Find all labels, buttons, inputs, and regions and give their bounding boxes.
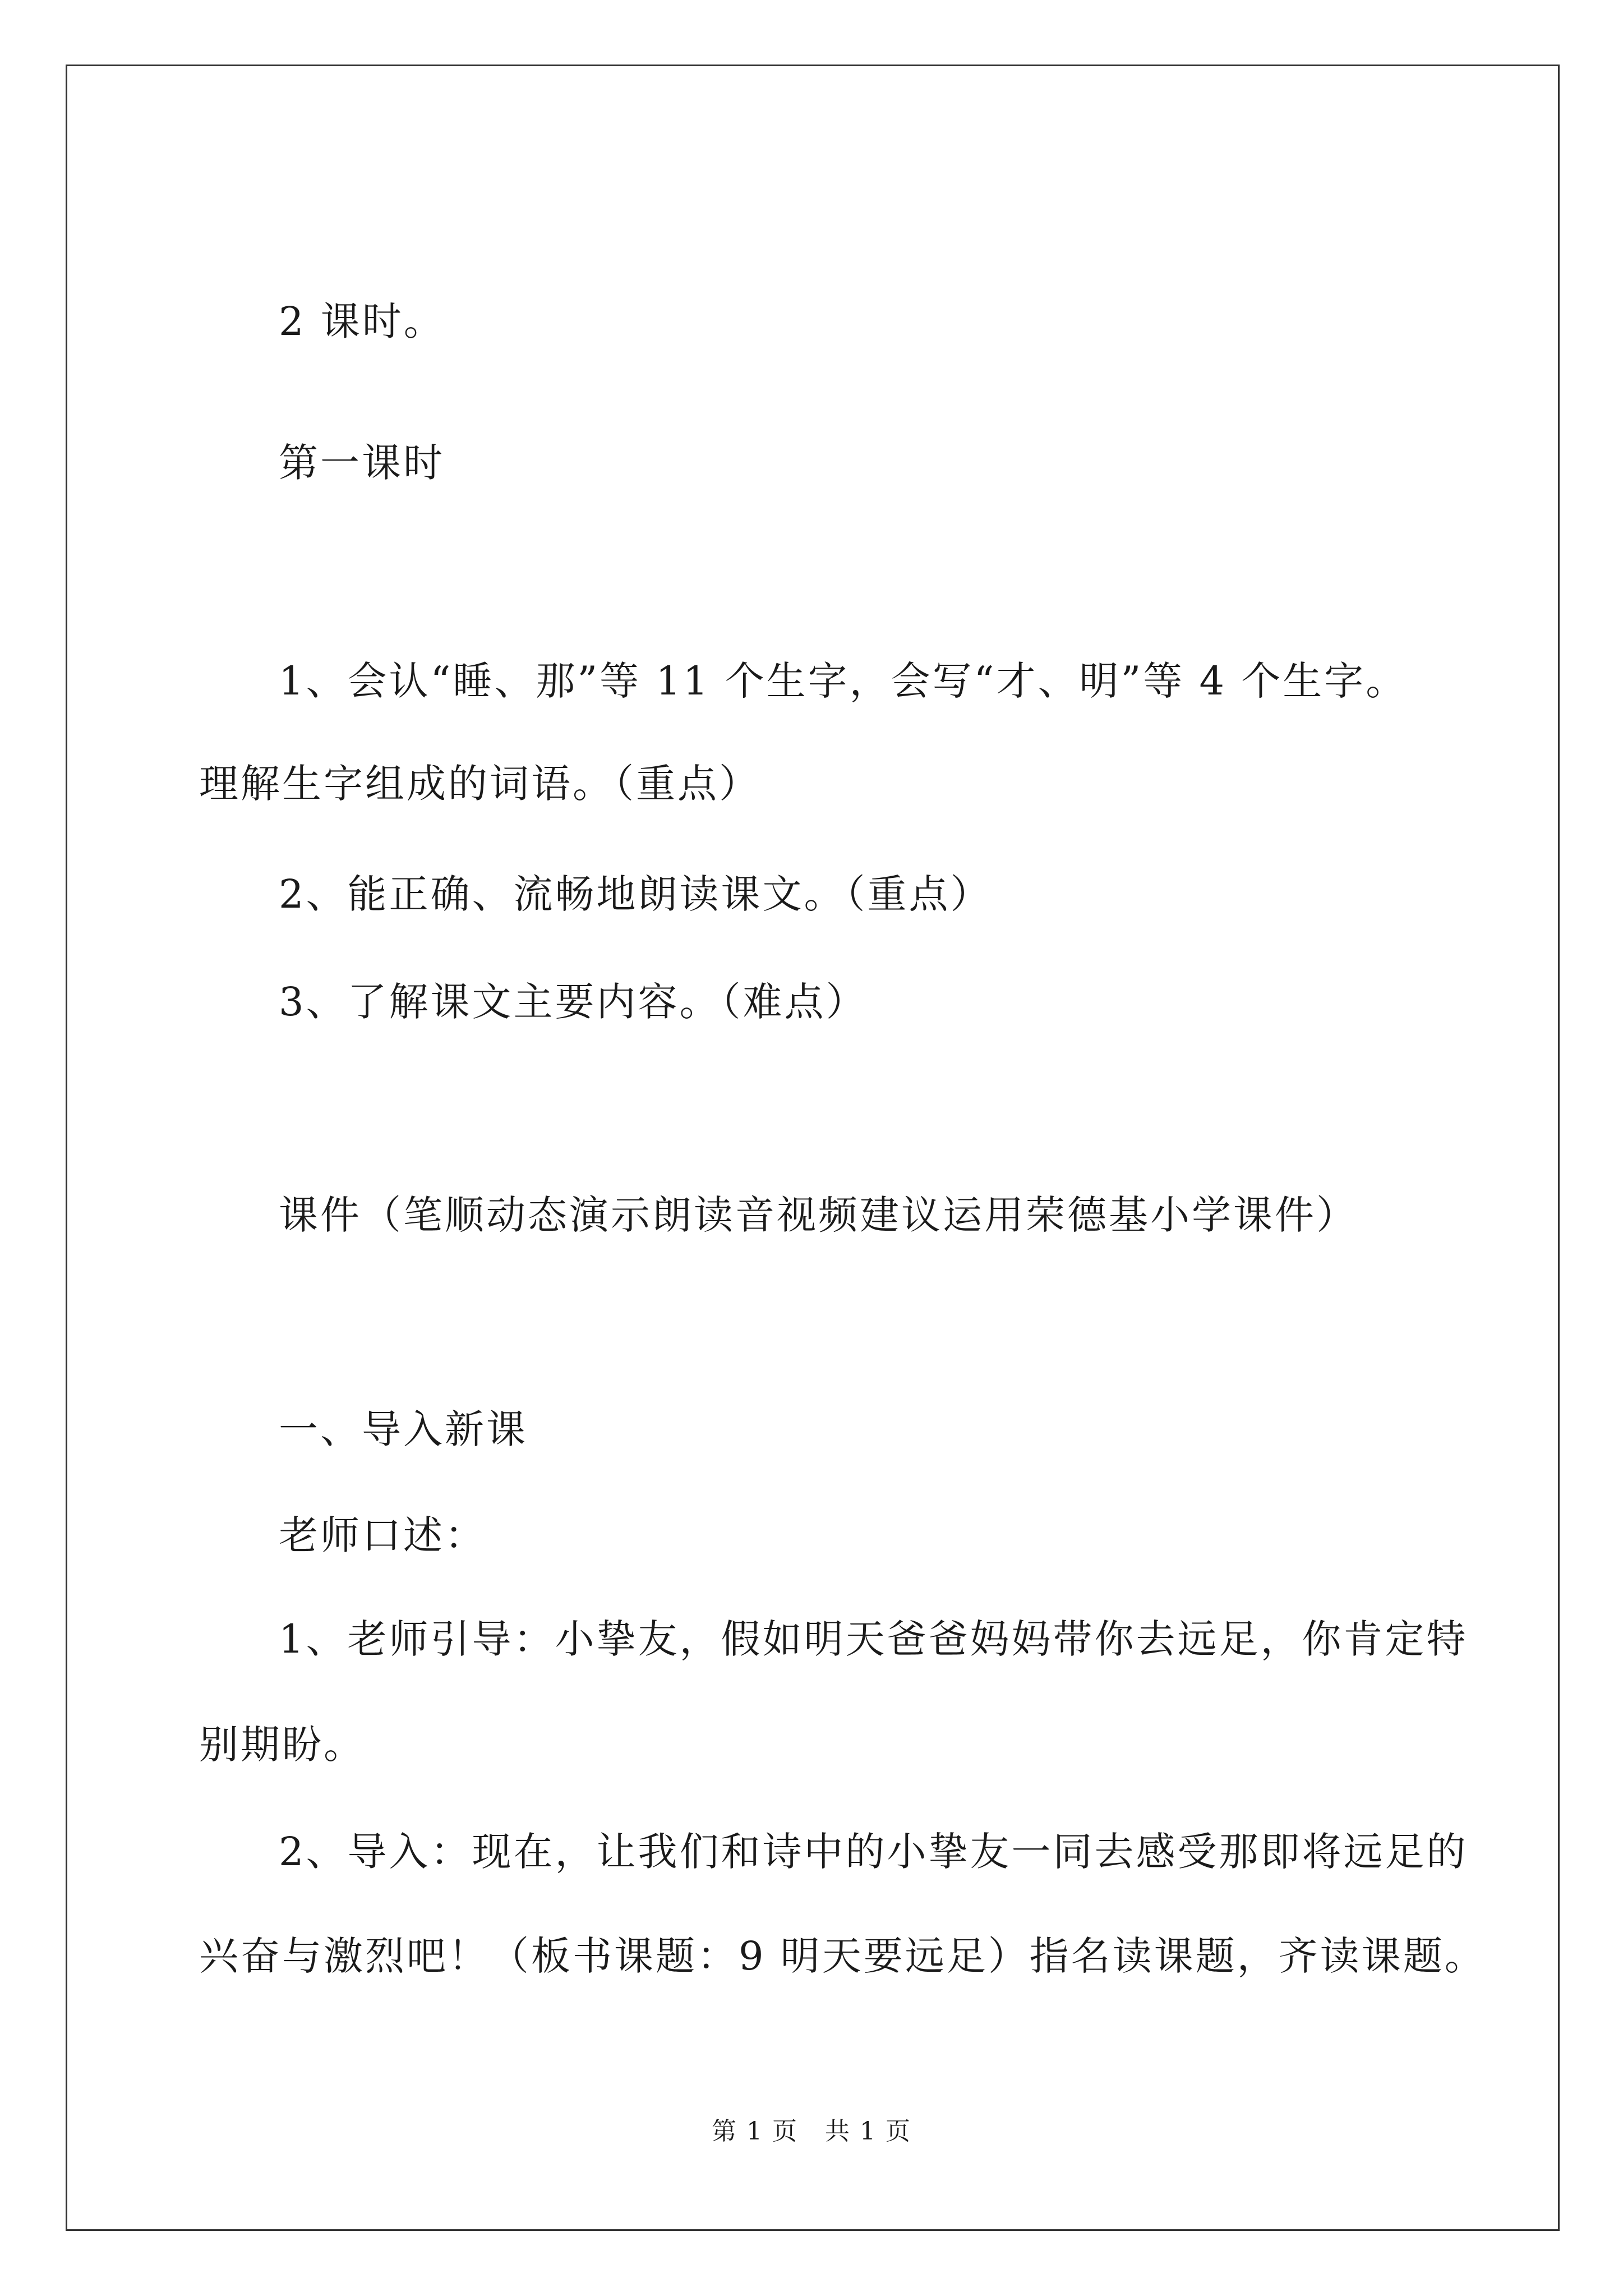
heading-first-lesson: 第一课时 [279, 440, 445, 486]
section-heading-intro: 一、导入新课 [279, 1406, 528, 1452]
objective-3: 3、了解课文主要内容。（难点） [279, 979, 868, 1025]
step-2-line-1: 2、导入：现在，让我们和诗中的小挚友一同去感受那即将远足的 [279, 1829, 1468, 1875]
footer-page-number: 第 1 页 [712, 2117, 798, 2146]
objective-1-line-2: 理解生字组成的词语。（重点） [199, 761, 760, 807]
materials-line: 课件（笔顺动态演示朗读音视频建议运用荣德基小学课件） [279, 1192, 1358, 1238]
objective-1-line-1: 1、会认“睡、那”等 11 个生字，会写“才、明”等 4 个生字。 [279, 658, 1408, 704]
paragraph-lesson-count: 2 课时。 [279, 298, 445, 344]
step-2-line-2: 兴奋与激烈吧！（板书课题：9 明天要远足）指名读课题，齐读课题。 [199, 1933, 1486, 1979]
teacher-narration-label: 老师口述： [279, 1512, 486, 1558]
step-1-line-1: 1、老师引导：小挚友，假如明天爸爸妈妈带你去远足，你肯定特 [279, 1616, 1468, 1662]
page-border [66, 65, 1560, 2231]
page-footer [0, 2116, 1623, 2147]
objective-2: 2、能正确、流畅地朗读课文。（重点） [279, 871, 992, 917]
step-1-line-2: 别期盼。 [199, 1722, 365, 1768]
footer-total-pages: 共 1 页 [825, 2117, 911, 2146]
